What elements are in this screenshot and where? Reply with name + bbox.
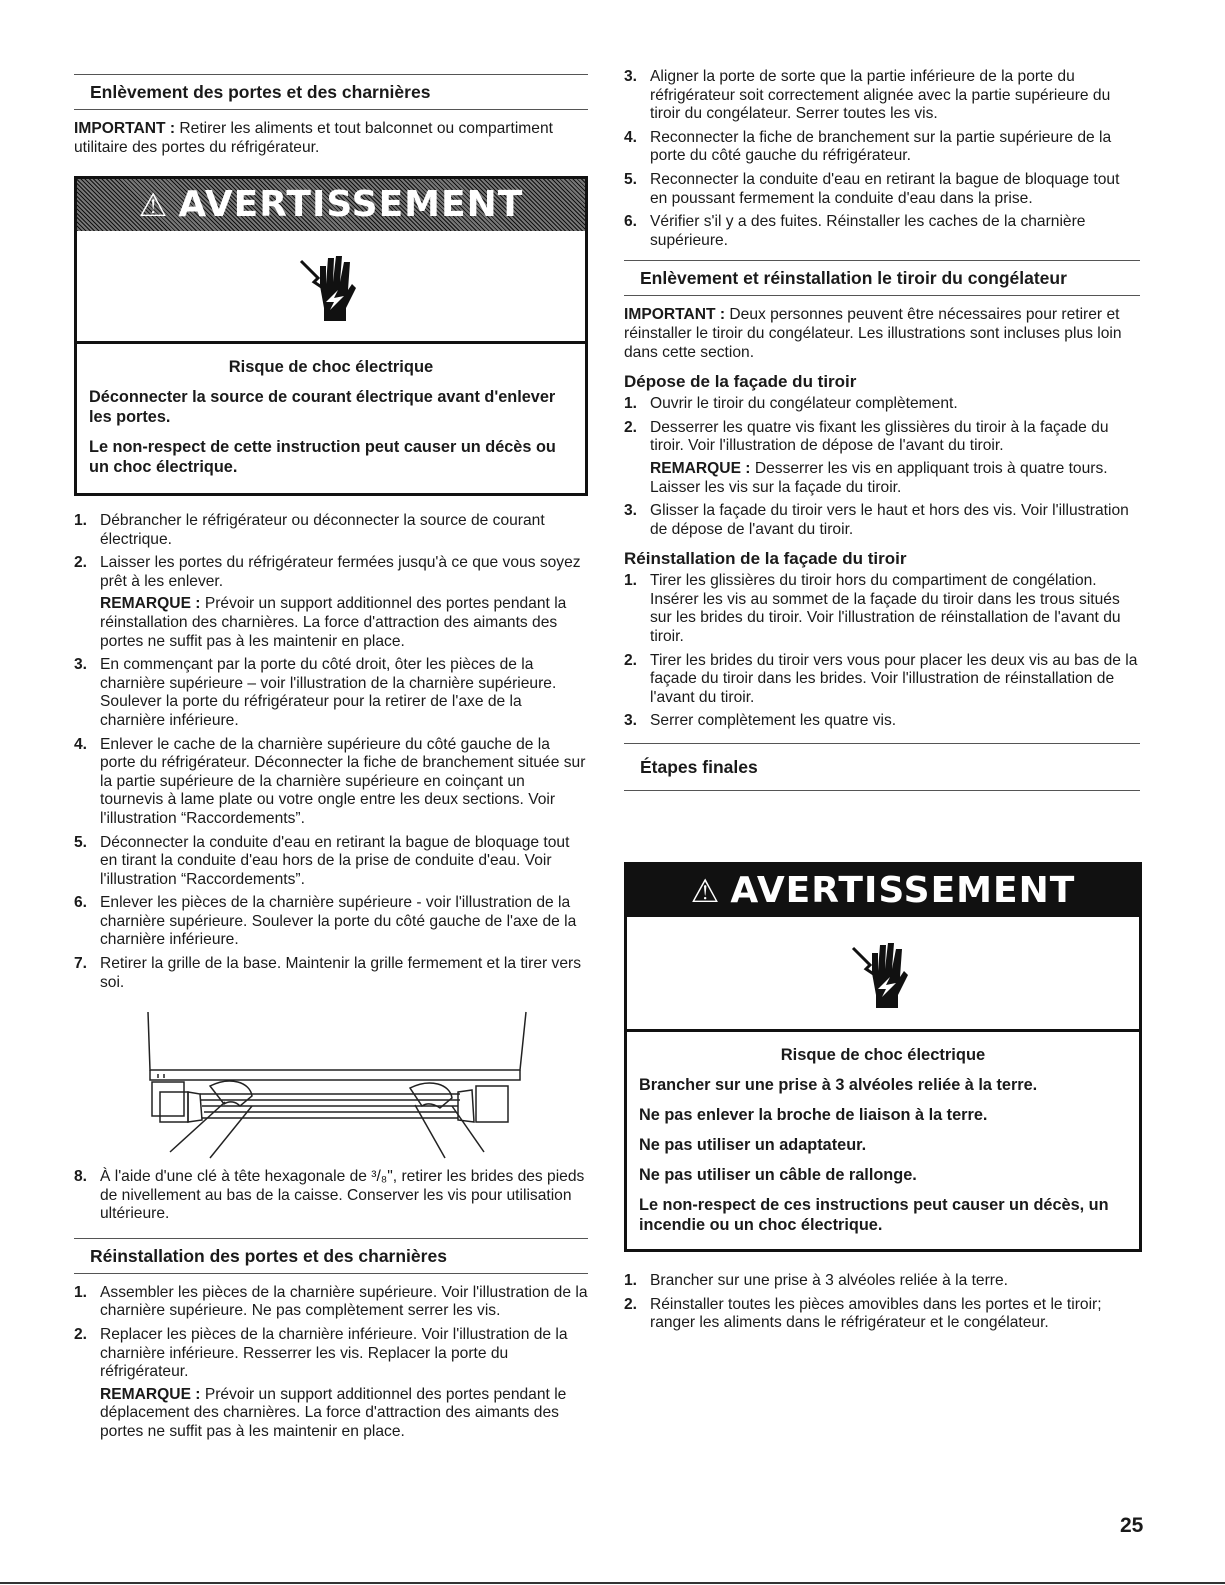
- list-item: [74, 1326, 588, 1442]
- list-item: [74, 656, 588, 730]
- shock-icon-area: [627, 917, 1139, 1032]
- step-text: Desserrer les quatre vis fixant les glissières du tiroir à la façade du tiroir. Voir l'illustration de dépose de l'avant du tiroir.: [650, 418, 1109, 455]
- base-grille-illustration: [140, 1010, 530, 1160]
- important-label: IMPORTANT :: [74, 120, 176, 137]
- step-text: Replacer les pièces de la charnière inférieure. Voir l'illustration de la charnière inférieure. Resserrer les vis. Replacer la porte du réfrigérateur.: [100, 1325, 568, 1381]
- list-item: [74, 955, 588, 992]
- warning-triangle-icon: ⚠: [138, 185, 169, 224]
- warning-title: AVERTISSEMENT: [730, 869, 1076, 911]
- left-column: [74, 0, 588, 163]
- step-number: 5.: [624, 170, 638, 188]
- right-final-steps: [624, 1272, 1140, 1338]
- important-label: IMPORTANT :: [624, 306, 726, 324]
- warning-text: [627, 1032, 1139, 1255]
- step-number: 6.: [624, 213, 638, 231]
- note: [650, 460, 1140, 497]
- important-note: [74, 120, 588, 157]
- electric-shock-hand-icon: [848, 933, 918, 1013]
- step-number: 6.: [74, 894, 88, 912]
- warning-line-5: Le non-respect de ces instructions peut causer un décès, un incendie ou un choc électrique.: [639, 1195, 1109, 1234]
- risk-heading: Risque de choc électrique: [780, 1046, 986, 1064]
- step-number: 2.: [624, 651, 638, 669]
- step-number: 1.: [624, 572, 638, 590]
- list-item: [624, 1272, 1140, 1291]
- note: [100, 1386, 588, 1442]
- list-item: [624, 395, 1140, 414]
- list-item: [624, 68, 1140, 124]
- step-text: Glisser la façade du tiroir vers le haut et hors des vis. Voir l'illustration de dépose de l'avant du tiroir.: [650, 502, 1129, 538]
- important-text: Retirer les aliments et tout balconnet ou compartiment utilitaire des portes du réfrigérateur.: [74, 120, 553, 156]
- step-number: 3.: [624, 712, 638, 730]
- step-text: Déconnecter la conduite d'eau en retirant la bague de bloquage tout en tirant la conduite d'eau hors de la prise de conduite d'eau. Voir l'illustration “Raccordements”.: [100, 833, 570, 888]
- step-text: En commençant par la porte du côté droit, ôter les pièces de la charnière supérieure – voir l'illustration de la charnière supérieure. Soulever la porte du réfrigérateur pour la retirer de l'axe de la charnière inférieure.: [100, 656, 557, 729]
- left-steps: [74, 512, 588, 997]
- step-text: Aligner la porte de sorte que la partie inférieure de la porte du réfrigérateur soit correctement alignée avec la partie supérieure du tiroir du congélateur. Serrer toutes les vis.: [650, 68, 1111, 123]
- note-label: REMARQUE :: [650, 459, 751, 477]
- reinst-steps: [624, 572, 1140, 731]
- warning-box-2: [624, 862, 1142, 1252]
- note: [100, 595, 588, 651]
- step-number: 2.: [74, 1325, 88, 1343]
- step-text: Retirer la grille de la base. Maintenir la grille fermement et la tirer vers soi.: [100, 955, 581, 991]
- note-text: Prévoir un support additionnel des portes pendant le déplacement des charnières. La force d'attraction des aimants des portes ne suffit pas à les maintenir en place.: [100, 1385, 567, 1440]
- step-text: Laisser les portes du réfrigérateur fermées jusqu'à ce que vous soyez prêt à les enlever.: [100, 554, 581, 590]
- section-title-removal: Enlèvement des portes et des charnières: [74, 74, 588, 110]
- list-item: [624, 572, 1140, 646]
- step-number: 3.: [624, 502, 638, 520]
- step-text: Brancher sur une prise à 3 alvéoles reliée à la terre.: [650, 1272, 1008, 1289]
- step-number: 1.: [74, 1283, 88, 1301]
- note-text: Desserrer les vis en appliquant trois à quatre tours. Laisser les vis sur la façade du tiroir.: [650, 459, 1108, 496]
- reinstall-steps: [74, 1284, 588, 1442]
- warning-text: [77, 344, 585, 497]
- note-text: Prévoir un support additionnel des portes pendant la réinstallation des charnières. La force d'attraction des aimants des portes ne suffit pas à les maintenir en place.: [100, 595, 567, 650]
- step-number: 2.: [624, 1295, 638, 1313]
- subtitle-reinstallation: Réinstallation de la façade du tiroir: [624, 549, 907, 569]
- step-text: Tirer les brides du tiroir vers vous pour placer les deux vis au bas de la façade du tiroir dans les brides. Voir l'illustration de réinstallation de l'avant du tiroir.: [650, 651, 1138, 706]
- subtitle-depose: Dépose de la façade du tiroir: [624, 372, 857, 392]
- list-item: [74, 1284, 588, 1321]
- depose-steps: [624, 395, 1140, 539]
- warning-line-3: Ne pas utiliser un adaptateur.: [639, 1135, 867, 1154]
- step-number: 8.: [74, 1168, 88, 1185]
- step-text: Réinstaller toutes les pièces amovibles dans les portes et le tiroir; ranger les aliments dans le réfrigérateur et le congélateur.: [650, 1295, 1102, 1332]
- list-item: [74, 512, 588, 549]
- step-number: 2.: [74, 554, 88, 572]
- list-item: [74, 554, 588, 651]
- electric-shock-hand-icon: [296, 246, 366, 326]
- warning-banner: [77, 179, 585, 231]
- list-item: [624, 419, 1140, 497]
- warning-triangle-icon: ⚠: [690, 871, 721, 910]
- step-number: 1.: [74, 512, 88, 529]
- warning-line-2: Le non-respect de cette instruction peut causer un décès ou un choc électrique.: [89, 437, 556, 476]
- risk-heading: Risque de choc électrique: [228, 358, 434, 376]
- warning-line-2: Ne pas enlever la broche de liaison à la terre.: [639, 1105, 988, 1124]
- step-number: 3.: [624, 68, 638, 85]
- list-item: [624, 213, 1140, 250]
- step-number: 4.: [624, 128, 638, 146]
- note-label: REMARQUE :: [100, 1385, 201, 1403]
- step-number: 2.: [624, 418, 638, 436]
- list-item: [74, 736, 588, 829]
- warning-banner: [627, 865, 1139, 917]
- warning-box-1: [74, 176, 588, 496]
- shock-icon-area: [77, 231, 585, 344]
- warning-line-1: Brancher sur une prise à 3 alvéoles reliée à la terre.: [639, 1075, 1038, 1094]
- list-item: [624, 712, 1140, 731]
- final-steps: [624, 1272, 1140, 1333]
- step-text: Débrancher le réfrigérateur ou déconnecter la source de courant électrique.: [100, 512, 545, 548]
- step-number: 5.: [74, 833, 88, 851]
- list-item: [74, 894, 588, 950]
- list-item: [624, 652, 1140, 708]
- list-item: [624, 171, 1140, 208]
- reinstall-steps-cont: [624, 68, 1140, 250]
- list-item: [74, 1168, 588, 1224]
- step-number: 1.: [624, 1272, 638, 1289]
- step-text: Vérifier s'il y a des fuites. Réinstaller les caches de la charnière supérieure.: [650, 213, 1086, 249]
- left-step8: [74, 1168, 588, 1447]
- important-text: Deux personnes peuvent être nécessaires pour retirer et réinstaller le tiroir du congélateur. Les illustrations sont incluses plus loin dans cette section.: [624, 306, 1122, 361]
- removal-steps-cont: [74, 1168, 588, 1224]
- step-number: 1.: [624, 395, 638, 413]
- list-item: [624, 129, 1140, 166]
- note-label: REMARQUE :: [100, 595, 201, 613]
- step-text: Assembler les pièces de la charnière supérieure. Voir l'illustration de la charnière supérieure. Ne pas complètement serrer les vis.: [100, 1283, 588, 1320]
- warning-title: AVERTISSEMENT: [178, 183, 524, 225]
- step-text: Ouvrir le tiroir du congélateur complètement.: [650, 395, 958, 413]
- warning-line-1: Déconnecter la source de courant électrique avant d'enlever les portes.: [89, 387, 556, 426]
- list-item: [74, 834, 588, 890]
- step-number: 4.: [74, 735, 88, 753]
- step-text: Enlever les pièces de la charnière supérieure - voir l'illustration de la charnière supérieure. Soulever la porte du côté gauche de l'axe de la charnière inférieure.: [100, 894, 577, 949]
- page-number: 25: [1120, 1514, 1144, 1537]
- section-title-final-steps: Étapes finales: [624, 743, 1140, 791]
- step-text: Reconnecter la fiche de branchement sur la partie supérieure de la porte du côté gauche du réfrigérateur.: [650, 128, 1112, 165]
- step-number: 7.: [74, 955, 88, 973]
- step-number: 3.: [74, 656, 88, 674]
- step-text: Enlever le cache de la charnière supérieure du côté gauche de la porte du réfrigérateur. Déconnecter la fiche de branchement située sur la partie supérieure de la charnière supérieure en coinçant un tournevis à lame plate ou votre ongle entre les deux sections. Voir l'illustration “Raccordements”.: [100, 735, 586, 827]
- right-column: [624, 68, 1140, 791]
- bottom-divider: [0, 1582, 1225, 1584]
- section-title-reinstall-doors: Réinstallation des portes et des charnières: [74, 1238, 588, 1274]
- step-text: À l'aide d'une clé à tête hexagonale de ³/₈", retirer les brides des pieds de nivellement au bas de la caisse. Conserver les vis pour utilisation ultérieure.: [100, 1168, 585, 1223]
- section-title-freezer-drawer: Enlèvement et réinstallation le tiroir du congélateur: [624, 260, 1140, 296]
- list-item: [624, 502, 1140, 539]
- step-text: Serrer complètement les quatre vis.: [650, 712, 897, 730]
- step-text: Tirer les glissières du tiroir hors du compartiment de congélation. Insérer les vis au sommet de la façade du tiroir dans les trous situés sur les brides du tiroir. Voir l'illustration de réinstallation de l'avant du tiroir.: [650, 572, 1121, 646]
- important-note: [624, 306, 1140, 362]
- removal-steps: [74, 512, 588, 992]
- step-text: Reconnecter la conduite d'eau en retirant la bague de bloquage tout en poussant fermement la conduite d'eau dans la prise.: [650, 170, 1120, 207]
- list-item: [624, 1296, 1140, 1333]
- warning-line-4: Ne pas utiliser un câble de rallonge.: [639, 1165, 917, 1184]
